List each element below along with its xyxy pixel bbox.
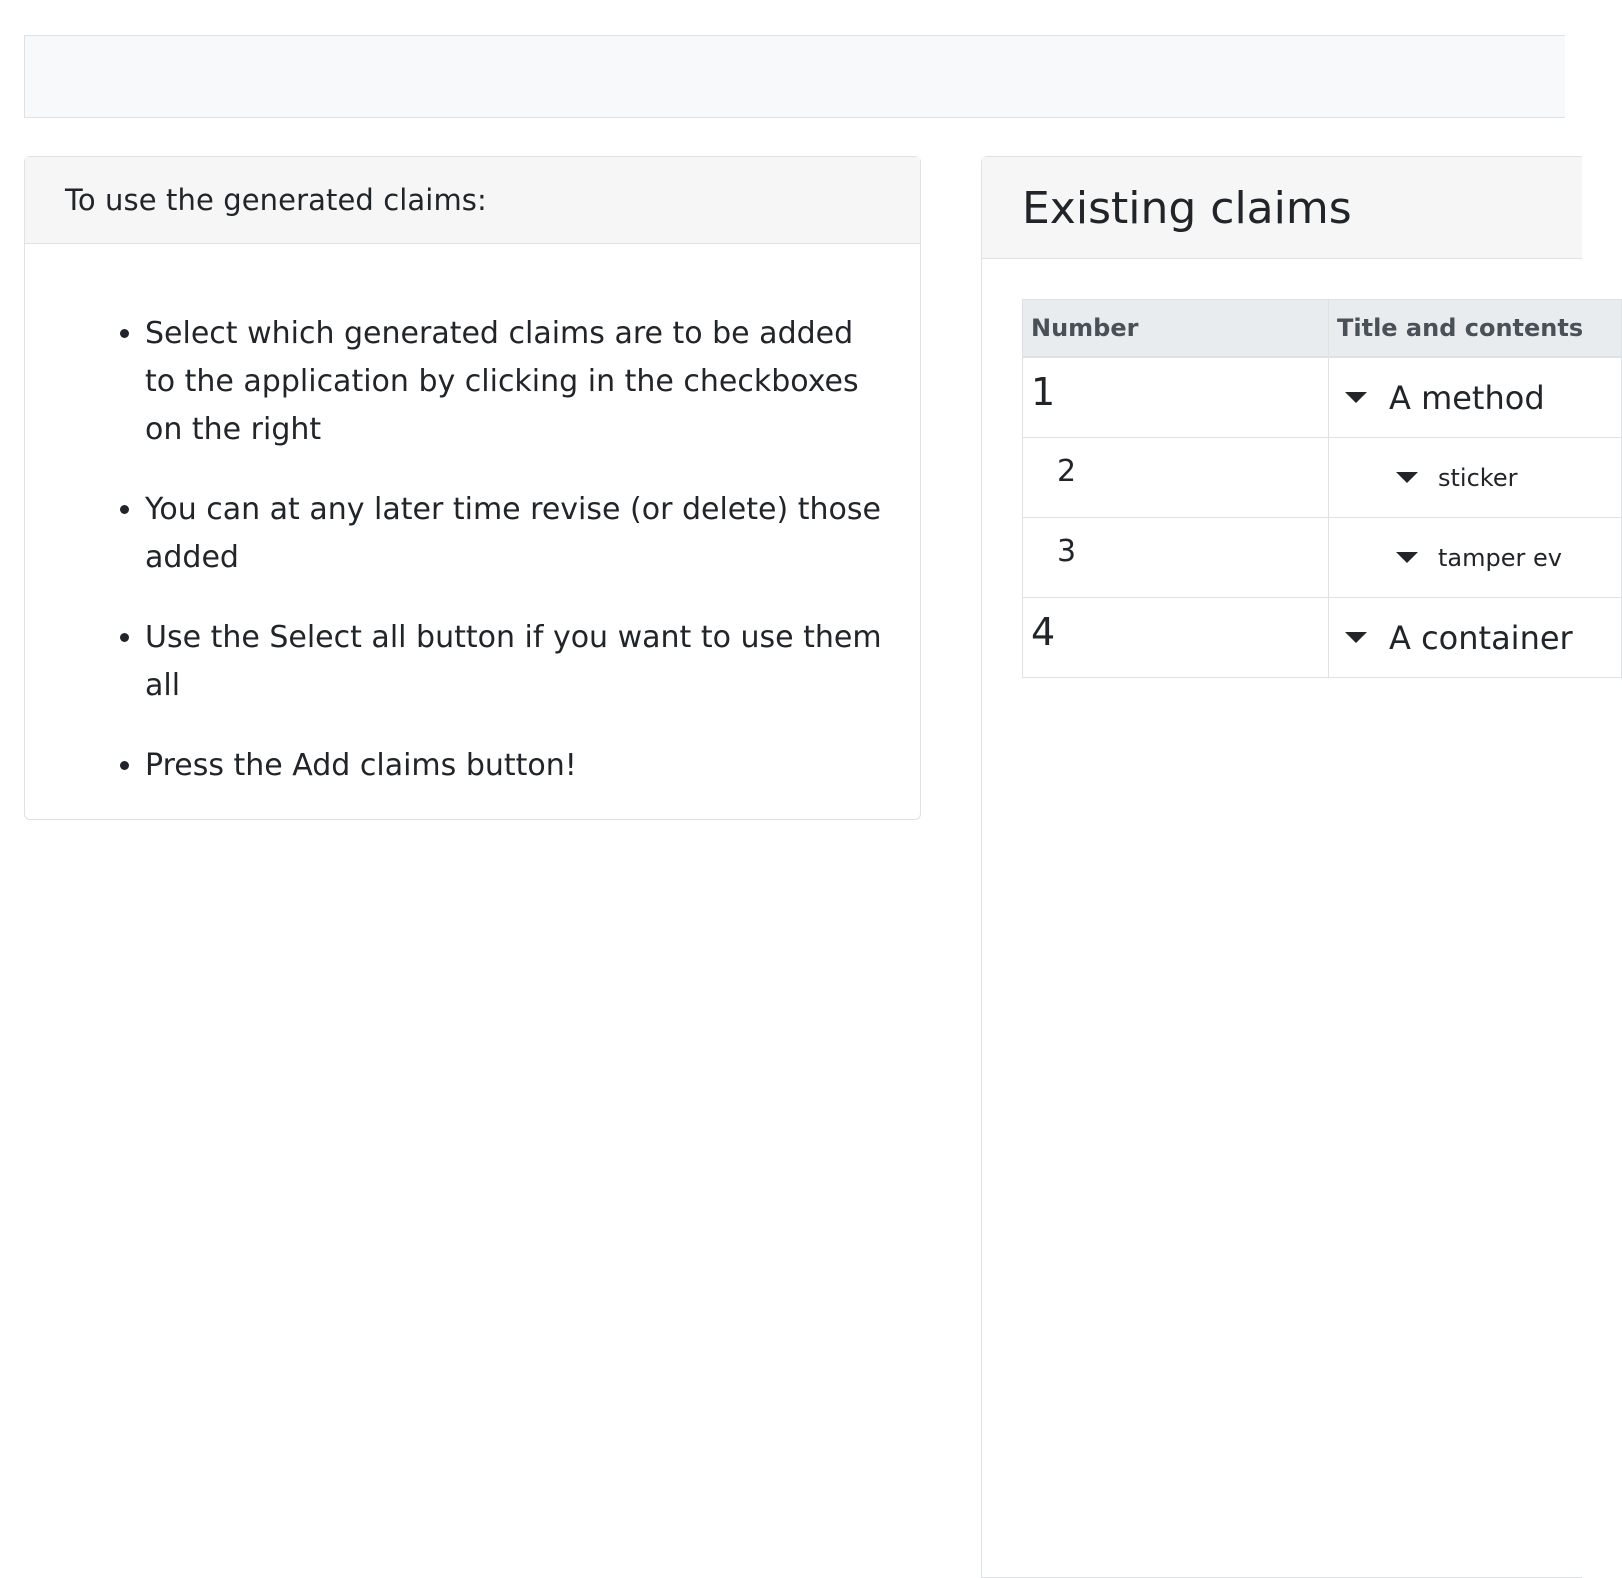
claims-table (1022, 299, 1622, 678)
claim-toggle[interactable] (1337, 598, 1613, 677)
instruction-item: • You can at any later time revise (or delete) those added (145, 486, 890, 582)
claim-number-cell (1023, 518, 1329, 598)
caret-down-icon[interactable] (1396, 472, 1418, 483)
existing-claims-card (981, 156, 1582, 1578)
caret-down-icon[interactable] (1345, 392, 1367, 403)
column-header-number: Number (1023, 300, 1329, 358)
claim-title-cell (1329, 518, 1622, 598)
existing-claims-title: Existing claims (982, 157, 1582, 259)
claim-title-cell (1329, 357, 1622, 438)
claim-number: 2 (1057, 454, 1077, 489)
table-row (1023, 518, 1622, 598)
caret-down-icon[interactable] (1396, 552, 1418, 563)
table-row (1023, 438, 1622, 518)
claim-number: 1 (1031, 370, 1056, 414)
claim-title-cell (1329, 438, 1622, 518)
claim-title: A container (1389, 618, 1573, 657)
claim-title: tamper ev (1438, 543, 1562, 572)
instruction-item: • Use the Select all button if you want to use them all (145, 614, 890, 710)
top-bar (24, 35, 1565, 118)
claim-title-cell (1329, 598, 1622, 678)
claim-title: A method (1389, 378, 1545, 417)
caret-down-icon[interactable] (1345, 632, 1367, 643)
instructions-list (25, 244, 920, 790)
claim-toggle[interactable] (1337, 358, 1613, 437)
claim-toggle[interactable] (1337, 518, 1613, 597)
table-row (1023, 357, 1622, 438)
instruction-item: • Press the Add claims button! (145, 742, 890, 790)
claim-number-cell (1023, 598, 1329, 678)
claim-number-cell (1023, 438, 1329, 518)
claim-number: 3 (1057, 534, 1077, 569)
table-header-row (1023, 300, 1622, 358)
table-row (1023, 598, 1622, 678)
claim-number: 4 (1031, 610, 1056, 654)
instructions-card (24, 156, 921, 820)
column-header-title: Title and contents (1329, 300, 1622, 358)
claim-title: sticker (1438, 463, 1518, 492)
claim-number-cell (1023, 357, 1329, 438)
instructions-title: To use the generated claims: (25, 157, 920, 244)
instruction-item: • Select which generated claims are to be added to the application by clicking in the checkboxes on the right (145, 310, 890, 454)
claim-toggle[interactable] (1337, 438, 1613, 517)
